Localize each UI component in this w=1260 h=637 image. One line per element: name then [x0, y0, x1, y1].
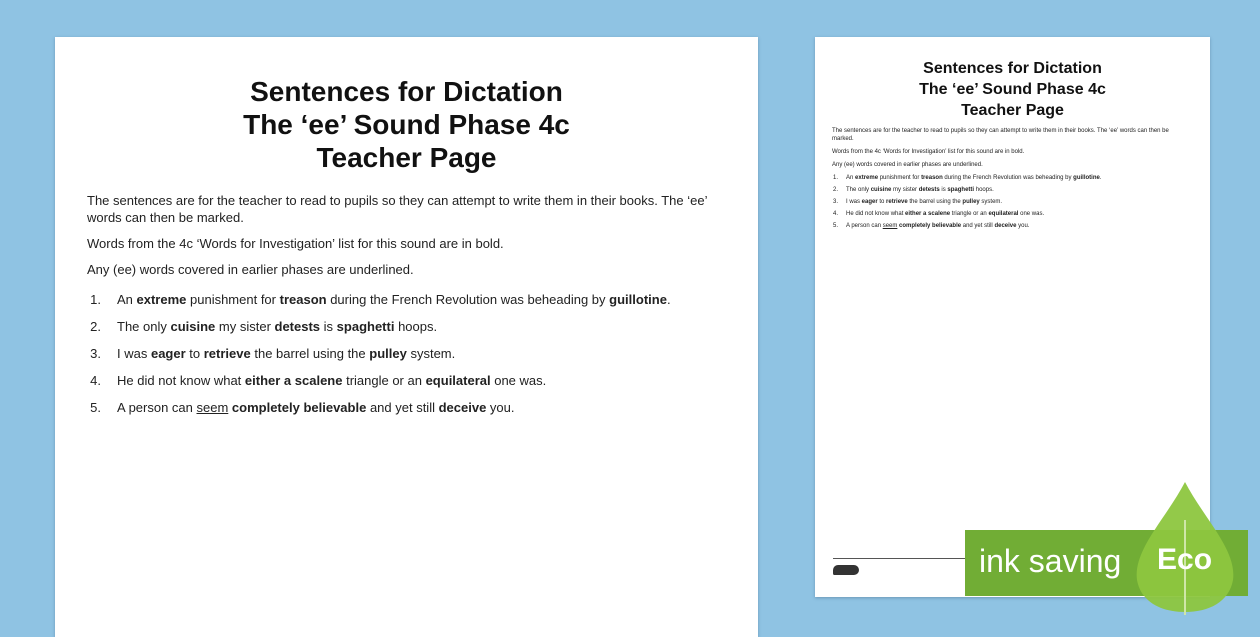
title-line-1: Sentences for Dictation	[923, 60, 1102, 77]
sentence-list-small	[832, 174, 1190, 230]
brand-logo-icon	[833, 565, 859, 575]
list-number: 3.	[90, 346, 101, 361]
page-title-small	[815, 58, 1210, 121]
list-number: 5.	[90, 400, 101, 415]
sentence-text: He did not know what either a scalene triangle or an equilateral one was.	[117, 373, 547, 388]
sentence-text: An extreme punishment for treason during the French Revolution was beheading by guillotine.	[846, 175, 1102, 181]
intro-paragraph-2: Words from the 4c ‘Words for Investigation’ list for this sound are in bold.	[87, 236, 504, 251]
intro-paragraph-1: The sentences are for the teacher to read to pupils so they can attempt to write them in their books. The ‘ee’ words can then be marked.	[832, 128, 1169, 142]
list-number: 1.	[832, 175, 838, 181]
list-number: 2.	[832, 187, 838, 193]
eco-label: Eco	[1157, 543, 1213, 576]
sentence-text: The only cuisine my sister detests is spaghetti hoops.	[117, 319, 438, 334]
sentence-text: A person can seem completely believable and yet still deceive you.	[846, 223, 1030, 229]
title-line-2: The ‘ee’ Sound Phase 4c	[243, 109, 570, 140]
title-line-2: The ‘ee’ Sound Phase 4c	[919, 81, 1106, 98]
title-line-3: Teacher Page	[961, 102, 1064, 119]
sentence-text: I was eager to retrieve the barrel using the pulley system.	[117, 346, 456, 361]
sentence-list	[87, 291, 728, 416]
title-line-1: Sentences for Dictation	[250, 76, 563, 107]
title-line-3: Teacher Page	[316, 142, 497, 173]
document-page-large	[55, 37, 758, 637]
document-body-small	[832, 127, 1190, 234]
sentence-text: I was eager to retrieve the barrel using the pulley system.	[846, 199, 1003, 205]
list-item	[87, 372, 728, 389]
list-number: 1.	[90, 292, 101, 307]
list-number: 4.	[90, 373, 101, 388]
sentence-text: A person can seem completely believable and yet still deceive you.	[117, 400, 515, 415]
list-item	[832, 222, 1190, 230]
sentence-text: An extreme punishment for treason during the French Revolution was beheading by guillotine.	[117, 292, 671, 307]
intro-paragraph-3: Any (ee) words covered in earlier phases are underlined.	[87, 262, 414, 277]
list-item	[832, 186, 1190, 194]
intro-paragraph-1: The sentences are for the teacher to read to pupils so they can attempt to write them in their books. The ‘ee’ words can then be marked.	[87, 193, 708, 225]
ink-saving-text: ink saving	[979, 543, 1122, 579]
document-body	[87, 192, 728, 426]
list-item	[87, 291, 728, 308]
list-number: 5.	[832, 223, 838, 229]
list-item	[832, 198, 1190, 206]
sentence-text: He did not know what either a scalene triangle or an equilateral one was.	[846, 211, 1045, 217]
list-number: 2.	[90, 319, 101, 334]
intro-paragraph-3: Any (ee) words covered in earlier phases are underlined.	[832, 162, 983, 168]
list-item	[87, 318, 728, 335]
list-item	[87, 345, 728, 362]
list-number: 4.	[832, 211, 838, 217]
intro-paragraph-2: Words from the 4c ‘Words for Investigation’ list for this sound are in bold.	[832, 149, 1025, 155]
sentence-text: The only cuisine my sister detests is spaghetti hoops.	[846, 187, 994, 193]
list-number: 3.	[832, 199, 838, 205]
list-item	[87, 399, 728, 416]
list-item	[832, 210, 1190, 218]
list-item	[832, 174, 1190, 182]
page-title	[55, 75, 758, 174]
